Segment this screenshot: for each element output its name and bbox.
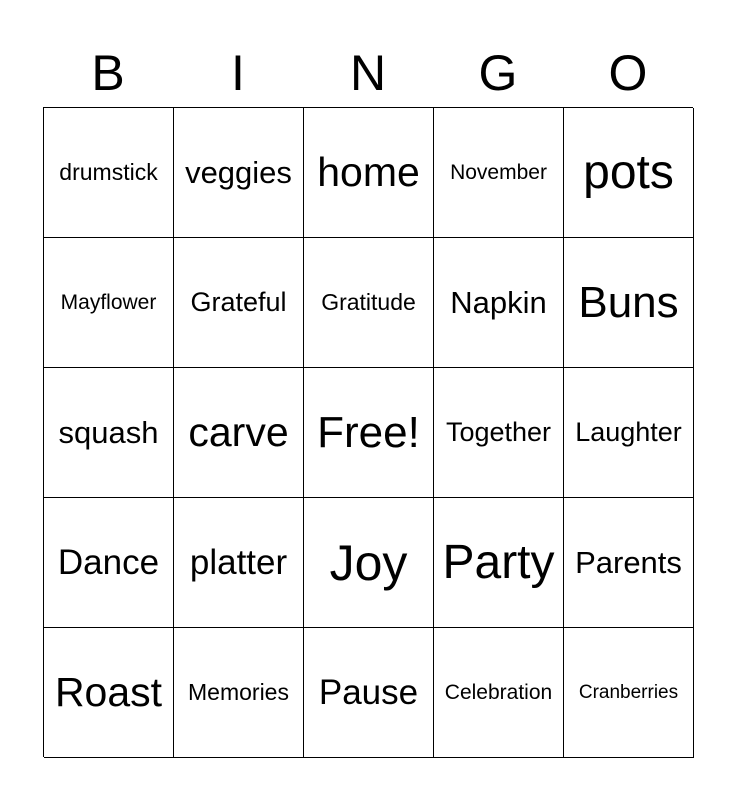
bingo-cell[interactable]: Together bbox=[434, 368, 564, 498]
bingo-cell[interactable]: Celebration bbox=[434, 628, 564, 758]
bingo-cell[interactable]: Party bbox=[434, 498, 564, 628]
bingo-cell[interactable]: Cranberries bbox=[564, 628, 694, 758]
bingo-cell[interactable]: Gratitude bbox=[304, 238, 434, 368]
header-letter-b: B bbox=[91, 45, 125, 101]
bingo-grid bbox=[43, 107, 693, 757]
bingo-cell[interactable]: Roast bbox=[44, 628, 174, 758]
bingo-cell[interactable]: Laughter bbox=[564, 368, 694, 498]
bingo-cell[interactable]: Napkin bbox=[434, 238, 564, 368]
bingo-cell[interactable]: Mayflower bbox=[44, 238, 174, 368]
bingo-cell[interactable]: Grateful bbox=[174, 238, 304, 368]
header-letter-o: O bbox=[608, 45, 648, 101]
header-letter-i: I bbox=[231, 45, 245, 101]
bingo-cell[interactable]: veggies bbox=[174, 108, 304, 238]
bingo-cell[interactable]: Memories bbox=[174, 628, 304, 758]
bingo-cell[interactable]: Pause bbox=[304, 628, 434, 758]
bingo-header bbox=[43, 38, 693, 108]
bingo-cell[interactable]: Dance bbox=[44, 498, 174, 628]
bingo-cell free-space[interactable]: Free! bbox=[304, 368, 434, 498]
bingo-cell[interactable]: home bbox=[304, 108, 434, 238]
bingo-cell[interactable]: squash bbox=[44, 368, 174, 498]
bingo-cell[interactable]: Parents bbox=[564, 498, 694, 628]
bingo-cell[interactable]: Joy bbox=[304, 498, 434, 628]
header-letter-g: G bbox=[478, 45, 518, 101]
bingo-cell[interactable]: carve bbox=[174, 368, 304, 498]
bingo-cell[interactable]: platter bbox=[174, 498, 304, 628]
bingo-cell[interactable]: November bbox=[434, 108, 564, 238]
bingo-cell[interactable]: drumstick bbox=[44, 108, 174, 238]
bingo-cell[interactable]: Buns bbox=[564, 238, 694, 368]
header-letter-n: N bbox=[349, 45, 387, 101]
bingo-cell[interactable]: pots bbox=[564, 108, 694, 238]
